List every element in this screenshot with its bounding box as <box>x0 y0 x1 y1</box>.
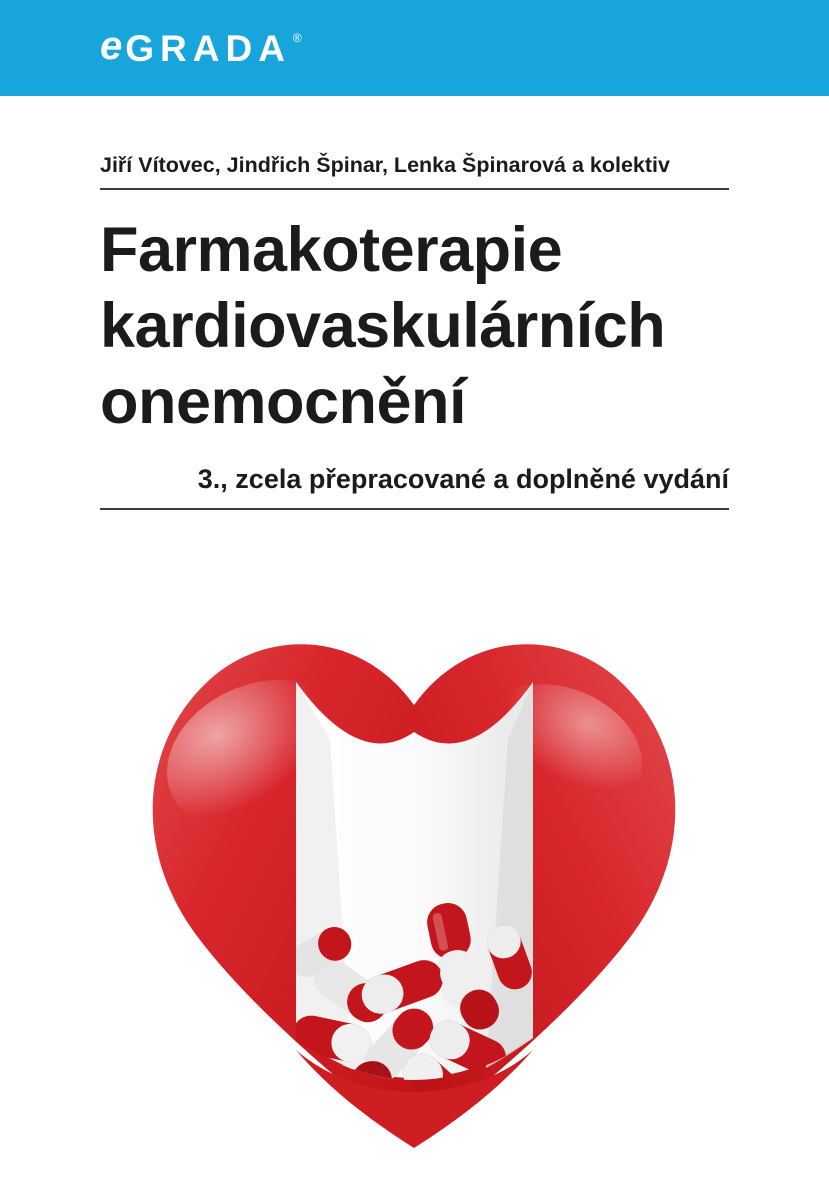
title-line-1: Farmakoterapie <box>100 215 563 285</box>
grada-logo <box>100 26 302 70</box>
grada-logo-word: GRADA <box>125 27 291 69</box>
grada-logo-mark: e <box>100 24 122 68</box>
divider-top <box>100 188 729 190</box>
authors-line: Jiří Vítovec, Jindřich Špinar, Lenka Špinarová a kolektiv <box>100 153 670 177</box>
title-line-3: onemocnění <box>100 367 467 437</box>
cover-text-block <box>100 152 729 510</box>
registered-trademark-icon: ® <box>292 31 302 45</box>
edition-line: 3., zcela přepracované a doplněné vydání <box>197 464 729 494</box>
divider-bottom <box>100 508 729 510</box>
title-line-2: kardiovaskulárních <box>100 291 666 361</box>
edition-block <box>100 462 729 510</box>
publisher-band <box>0 0 829 96</box>
page-title <box>100 212 729 440</box>
heart-with-pills-illustration <box>0 620 829 1180</box>
